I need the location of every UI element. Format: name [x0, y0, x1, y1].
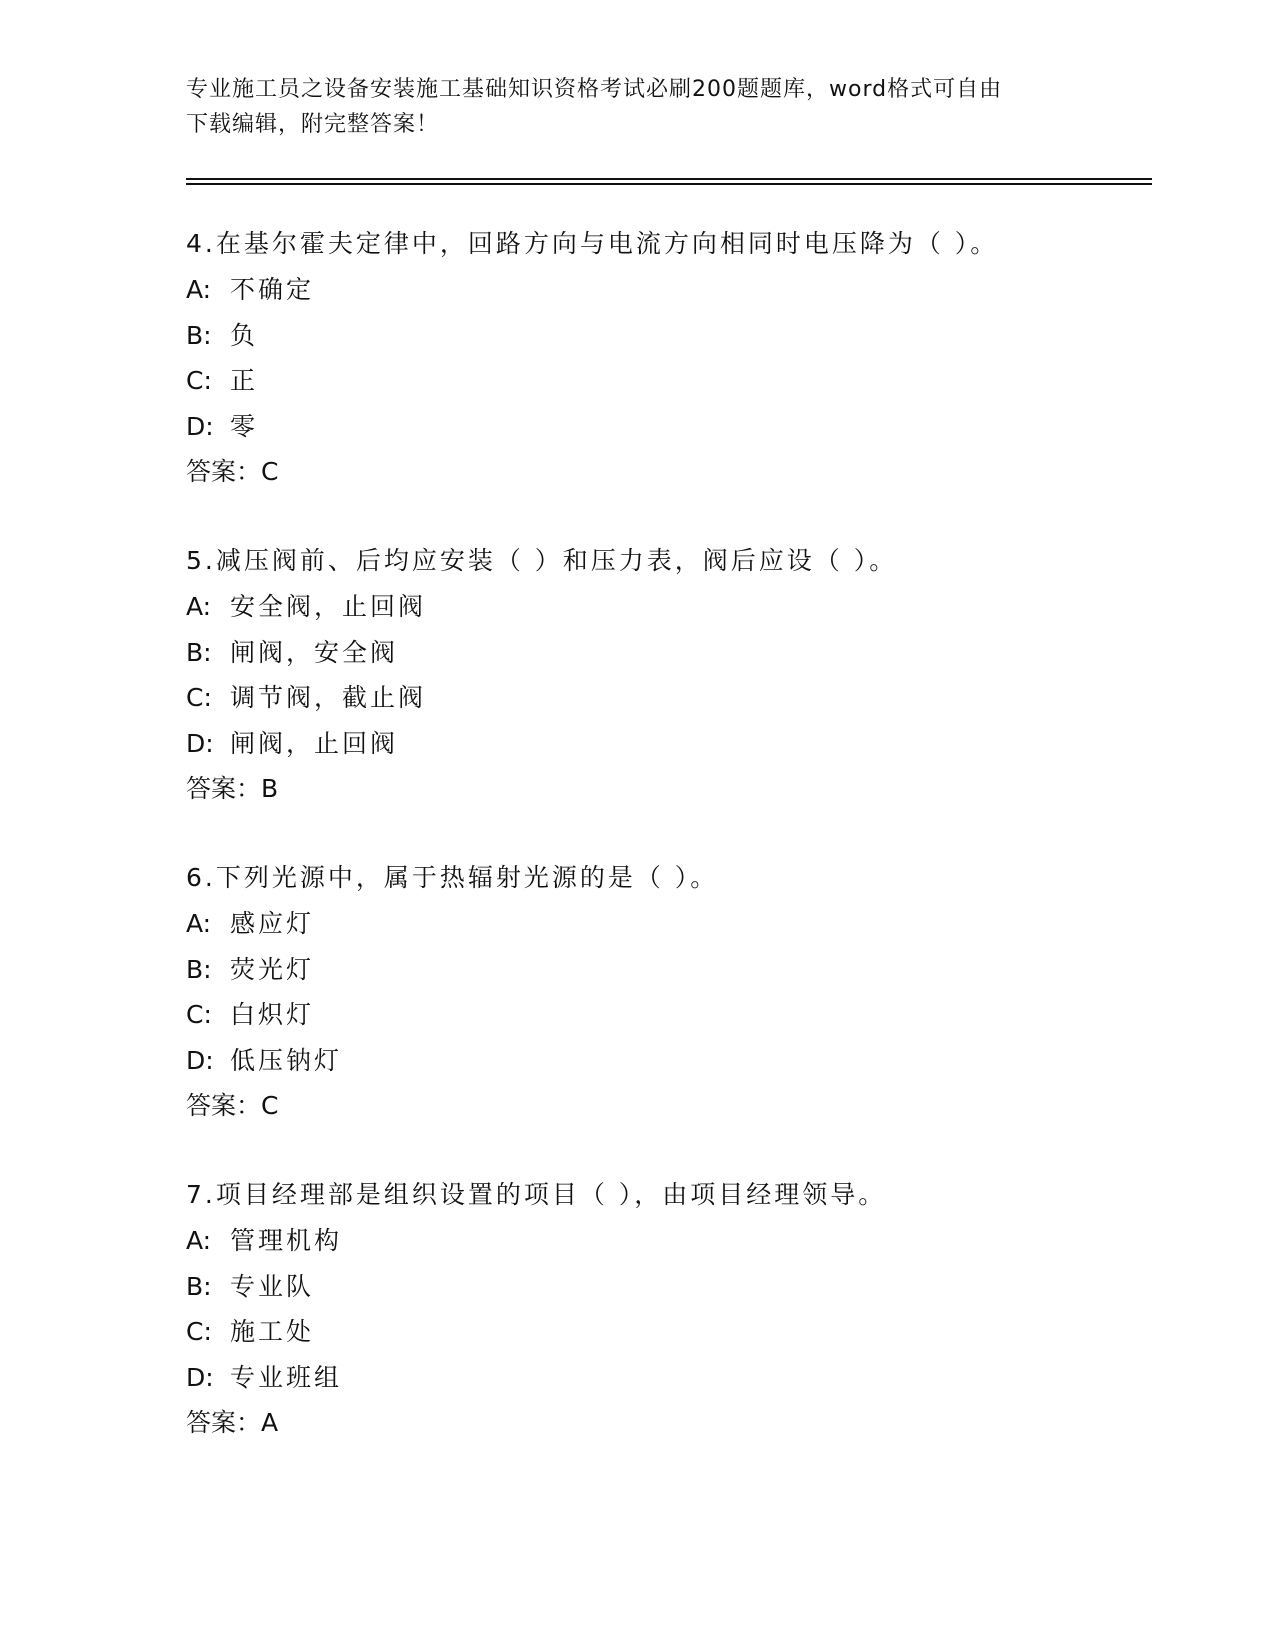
- option-a: [186, 1225, 1146, 1271]
- option-a: [186, 591, 1146, 637]
- option-text: 管理机构: [230, 1226, 343, 1255]
- question-stem: 4.在基尔霍夫定律中，回路方向与电流方向相同时电压降为（ ）。: [186, 229, 999, 258]
- option-letter: C:: [186, 683, 212, 712]
- header-divider-top: [186, 178, 1152, 180]
- option-letter: A:: [186, 592, 212, 621]
- option-c: [186, 365, 1146, 411]
- option-a: [186, 908, 1146, 954]
- option-text: 低压钠灯: [230, 1045, 343, 1075]
- question-block-4: [186, 228, 1146, 502]
- option-text: 荧光灯: [230, 954, 315, 984]
- option-letter: D:: [186, 728, 214, 758]
- header-title-line-2: 下载编辑，附完整答案！: [186, 112, 440, 137]
- option-c: [186, 999, 1146, 1045]
- option-letter: A:: [186, 275, 212, 304]
- option-text: 零: [230, 411, 259, 441]
- option-text: 专业队: [230, 1271, 315, 1301]
- question-stem: 7.项目经理部是组织设置的项目（ ），由项目经理领导。: [186, 1180, 887, 1209]
- option-letter: C:: [186, 1000, 212, 1029]
- answer-line: 答案：A: [186, 1408, 279, 1437]
- option-letter: A:: [186, 1226, 212, 1255]
- option-text: 安全阀，止回阀: [230, 592, 427, 621]
- answer-line: 答案：C: [186, 1091, 279, 1120]
- option-c: [186, 682, 1146, 728]
- option-letter: C:: [186, 366, 212, 395]
- option-letter: A:: [186, 909, 212, 938]
- header-divider-bottom: [186, 183, 1152, 185]
- question-stem: 5.减压阀前、后均应安装（ ）和压力表，阀后应设（ ）。: [186, 546, 898, 575]
- option-text: 负: [230, 320, 259, 350]
- option-text: 不确定: [230, 275, 315, 304]
- option-c: [186, 1316, 1146, 1362]
- question-block-7: [186, 1179, 1146, 1453]
- option-text: 闸阀，安全阀: [230, 637, 399, 667]
- document-header: [186, 72, 1066, 142]
- option-letter: C:: [186, 1317, 212, 1346]
- answer-line: 答案：C: [186, 457, 279, 486]
- option-d: [186, 1045, 1146, 1091]
- question-stem: 6.下列光源中，属于热辐射光源的是（ ）。: [186, 863, 719, 892]
- option-letter: B:: [186, 320, 212, 350]
- option-text: 调节阀，截止阀: [230, 683, 427, 712]
- option-b: [186, 1271, 1146, 1317]
- option-text: 施工处: [230, 1317, 315, 1346]
- option-letter: D:: [186, 1362, 214, 1392]
- option-b: [186, 954, 1146, 1000]
- option-text: 感应灯: [230, 909, 315, 938]
- option-letter: B:: [186, 1271, 212, 1301]
- option-a: [186, 274, 1146, 320]
- option-text: 白炽灯: [230, 1000, 315, 1029]
- answer-line: 答案：B: [186, 774, 279, 803]
- option-letter: B:: [186, 954, 212, 984]
- option-text: 闸阀，止回阀: [230, 728, 399, 758]
- option-text: 专业班组: [230, 1362, 343, 1392]
- option-d: [186, 1362, 1146, 1408]
- option-text: 正: [230, 366, 259, 395]
- option-letter: D:: [186, 1045, 214, 1075]
- question-block-6: [186, 862, 1146, 1136]
- option-b: [186, 320, 1146, 366]
- option-b: [186, 637, 1146, 683]
- question-block-5: [186, 545, 1146, 819]
- option-d: [186, 411, 1146, 457]
- header-title-line-1: 专业施工员之设备安装施工基础知识资格考试必刷200题题库，word格式可自由: [186, 77, 1003, 102]
- option-d: [186, 728, 1146, 774]
- option-letter: D:: [186, 411, 214, 441]
- option-letter: B:: [186, 637, 212, 667]
